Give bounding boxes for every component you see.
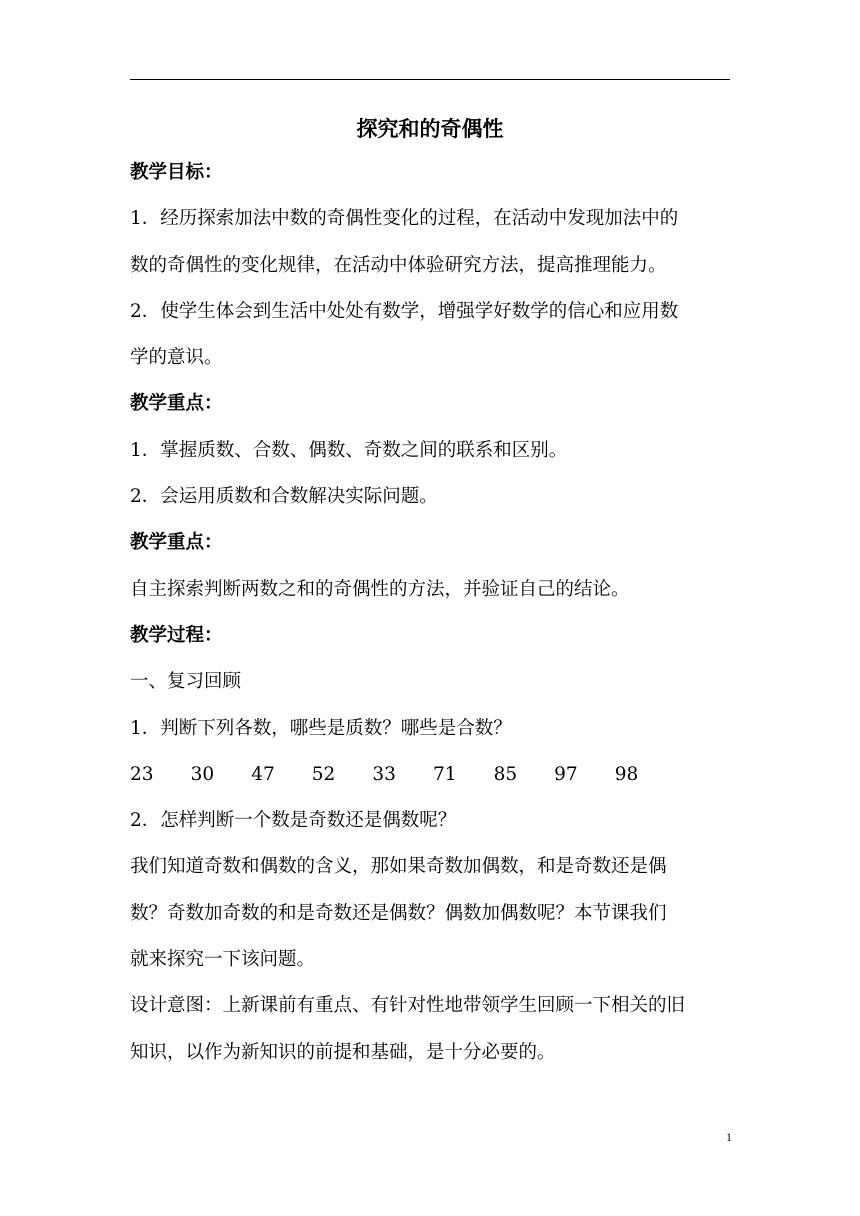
page-number: 1: [726, 1130, 732, 1144]
number-item: 98: [614, 763, 639, 785]
number-item: 33: [372, 763, 396, 785]
review-heading: 一、复习回顾: [130, 671, 242, 693]
design-line-1: 设计意图：上新课前有重点、有针对性地带领学生回顾一下相关的旧: [130, 995, 686, 1017]
question-1: 1．判断下列各数，哪些是质数？哪些是合数？: [130, 717, 512, 739]
header-rule: [130, 79, 730, 80]
question-2: 2．怎样判断一个数是奇数还是偶数呢？: [130, 810, 457, 832]
objective-1-line-2: 数的奇偶性的变化规律，在活动中体验研究方法，提高推理能力。: [130, 254, 667, 276]
document-body: [130, 108, 730, 1076]
objective-1-line-1: 1．经历探索加法中数的奇偶性变化的过程，在活动中发现加法中的: [130, 208, 679, 230]
intro-line-3: 就来探究一下该问题。: [130, 949, 316, 971]
process-heading: 教学过程：: [130, 624, 223, 646]
intro-line-2: 数？奇数加奇数的和是奇数还是偶数？偶数加偶数呢？本节课我们: [130, 902, 667, 924]
number-item: 30: [190, 763, 215, 785]
difficult-point: 自主探索判断两数之和的奇偶性的方法，并验证自己的结论。: [130, 578, 630, 600]
objective-2-line-1: 2．使学生体会到生活中处处有数学，增强学好数学的信心和应用数: [130, 300, 679, 322]
number-item: 85: [493, 763, 518, 785]
difficult-points-heading: 教学重点：: [130, 532, 223, 554]
intro-line-1: 我们知道奇数和偶数的含义，那如果奇数加偶数，和是奇数还是偶: [130, 856, 667, 878]
key-point-1: 1．掌握质数、合数、偶数、奇数之间的联系和区别。: [130, 439, 568, 461]
design-line-2: 知识，以作为新知识的前提和基础，是十分必要的。: [130, 1041, 556, 1063]
number-list: [130, 752, 730, 798]
document-title: 探究和的奇偶性: [356, 116, 504, 141]
objectives-heading: 教学目标：: [130, 162, 223, 183]
number-item: 47: [251, 763, 275, 785]
objective-2-line-2: 学的意识。: [130, 347, 223, 369]
number-item: 52: [311, 763, 336, 785]
number-item: 71: [432, 763, 457, 785]
number-item: 97: [554, 763, 578, 785]
number-item: 23: [130, 763, 154, 785]
key-point-2: 2．会运用质数和合数解决实际问题。: [130, 486, 438, 508]
key-points-heading: 教学重点：: [130, 393, 223, 415]
